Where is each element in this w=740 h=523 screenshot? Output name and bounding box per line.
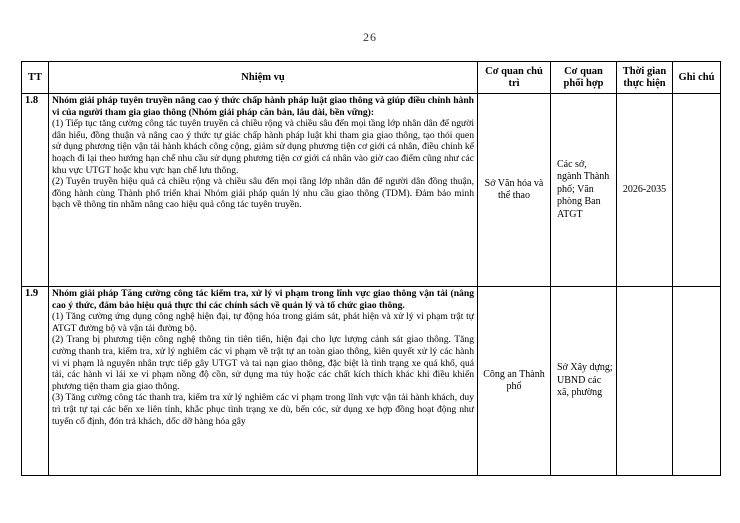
task-paragraph: (3) Tăng cường công tác thanh tra, kiểm tra xử lý nghiêm các vi phạm trong lĩnh vực vận tải hành khách, duy trì trật tự tại các bến xe liên tỉnh, khắc phục tình trạng xe dù, bến cóc, sử dụng xe hợp đồng hoạt động như tuyến cố định, đón trả khách, dốc dỡ hàng hóa gây	[52, 392, 474, 427]
row-number: 1.8	[22, 94, 49, 287]
column-header-time: Thời gian thực hiện	[617, 62, 673, 94]
table-row	[22, 94, 721, 287]
coordinating-agency: Các sở, ngành Thành phố; Văn phòng Ban ATGT	[551, 94, 617, 287]
column-header-tt: TT	[22, 62, 49, 94]
note-cell	[673, 287, 721, 476]
note-cell	[673, 94, 721, 287]
task-title: Nhóm giải pháp tuyên truyền nâng cao ý thức chấp hành pháp luật giao thông và giúp điều chỉnh hành vi của người tham gia giao thông (Nhóm giải pháp căn bản, lâu dài, bền vững):	[52, 95, 474, 118]
task-paragraph: (1) Tiếp tục tăng cường công tác tuyên truyền cả chiều rộng và chiều sâu đến mọi tầng lớp nhân dân để người dân hiểu, đồng thuận và nâng cao ý thức tự giác chấp hành pháp luật khi tham gia giao thông, tạo thói quen sử dụng phương tiện vận tải hành khách công cộng, giảm sử dụng phương tiện cơ giới cá nhân, điều chỉnh kế hoạch đi lại theo hướng hạn chế nhu cầu sử dụng phương tiện cơ giới cá nhân vào giờ cao điểm cũng như các khu vực UTGT hoặc khu vực hạn chế lưu thông.	[52, 118, 474, 176]
implementation-time	[617, 287, 673, 476]
task-table	[21, 61, 721, 476]
lead-agency: Công an Thành phố	[478, 287, 551, 476]
column-header-lead: Cơ quan chủ trì	[478, 62, 551, 94]
column-header-note: Ghi chú	[673, 62, 721, 94]
task-description	[49, 287, 478, 476]
task-paragraph: (2) Tuyên truyền hiệu quả cả chiều rộng và chiều sâu đến mọi tầng lớp nhân dân để người dân đồng thuận, đồng hành cùng Thành phố triển khai Nhóm giải pháp quản lý nhu cầu giao thông (TDM). Đảm bảo minh bạch về thông tin nhằm nâng cao hiệu quả công tác tuyên truyền.	[52, 176, 474, 211]
task-paragraph: (1) Tăng cường ứng dụng công nghệ hiện đại, tự động hóa trong giám sát, phát hiện và xử lý vi phạm trật tự ATGT đường bộ và vận tải đường bộ.	[52, 311, 474, 334]
implementation-time: 2026-2035	[617, 94, 673, 287]
table-header	[22, 62, 721, 94]
task-description	[49, 94, 478, 287]
table-row	[22, 287, 721, 476]
row-number: 1.9	[22, 287, 49, 476]
task-paragraph: (2) Trang bị phương tiện công nghệ thông tin tiên tiến, hiện đại cho lực lượng cảnh sát giao thông. Tăng cường thanh tra, kiểm tra, xử lý nghiêm các vi phạm về trật tự an toàn giao thông, kiên quyết xử lý các hành vi vi phạm là nguyên nhân trực tiếp gây UTGT và tai nạn giao thông, đặc biệt là tình trạng xe quá khổ, quá tải, các hành vi lái xe vi phạm nồng độ cồn, sử dụng ma túy hoặc các chất kích thích khác khi điều khiển phương tiện tham gia giao thông.	[52, 334, 474, 392]
lead-agency: Sở Văn hóa và thể thao	[478, 94, 551, 287]
task-title: Nhóm giải pháp Tăng cường công tác kiểm tra, xử lý vi phạm trong lĩnh vực giao thông vận tải (nâng cao ý thức, đảm bảo hiệu quả thực thi các chính sách về quản lý và tổ chức giao thông.	[52, 288, 474, 311]
coordinating-agency: Sở Xây dựng; UBND các xã, phường	[551, 287, 617, 476]
page-number: 26	[363, 30, 377, 44]
column-header-coop: Cơ quan phối hợp	[551, 62, 617, 94]
column-header-task: Nhiệm vụ	[49, 62, 478, 94]
